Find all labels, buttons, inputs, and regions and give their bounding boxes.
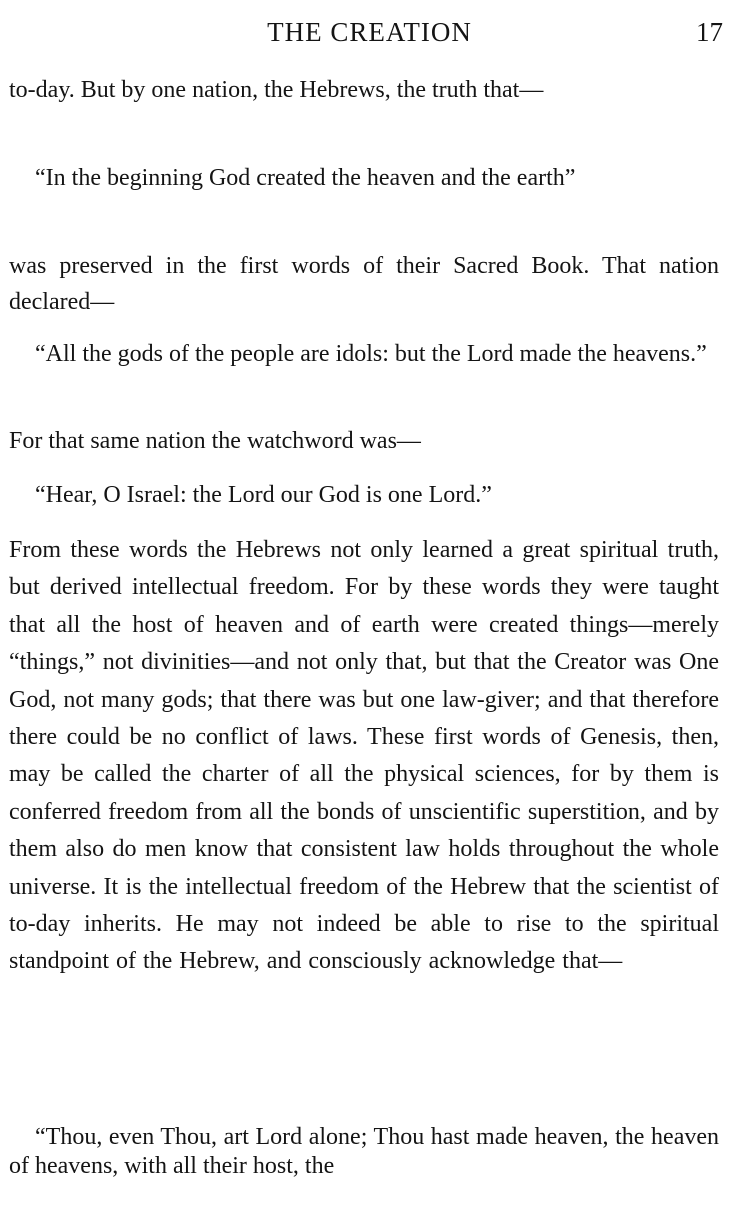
quotation-idols: “All the gods of the people are idols: but the Lord made the heavens.” bbox=[35, 341, 707, 367]
paragraph-continuation: to-day. But by one nation, the Hebrews, the truth that— bbox=[9, 77, 544, 103]
running-title: THE CREATION bbox=[267, 17, 472, 47]
quotation-shema: “Hear, O Israel: the Lord our God is one Lord.” bbox=[35, 482, 492, 508]
quotation-genesis: “In the beginning God created the heaven and the earth” bbox=[35, 165, 576, 191]
paragraph-intellectual-freedom: From these words the Hebrews not only learned a great spiritual truth, but derived intellectual freedom. For by these words they were taught that all the host of heaven and of earth were created things—merely “things,” not divinities—and not only that, but that the Creator was One God, not many gods; that there was but one law-giver; and that therefore there could be no conflict of laws. These first words of Genesis, then, may be called the charter of all the physical sciences, for by them is conferred freedom from all the bonds of unscientific superstition, and by them also do men know that consistent law holds throughout the whole universe. It is the intellectual freedom of the Hebrew that the scientist of to-day inherits. He may not indeed be able to rise to the spiritual standpoint of the Hebrew, and consciously acknowledge that— bbox=[9, 537, 719, 975]
paragraph-sacred-book: was preserved in the first words of their Sacred Book. That nation declared— bbox=[9, 253, 719, 315]
paragraph-watchword: For that same nation the watchword was— bbox=[9, 428, 421, 454]
page-number: 17 bbox=[696, 17, 723, 47]
running-head bbox=[0, 14, 739, 50]
quotation-thou-alone: “Thou, even Thou, art Lord alone; Thou hast made heaven, the heaven of heavens, with all their host, the bbox=[9, 1124, 719, 1179]
